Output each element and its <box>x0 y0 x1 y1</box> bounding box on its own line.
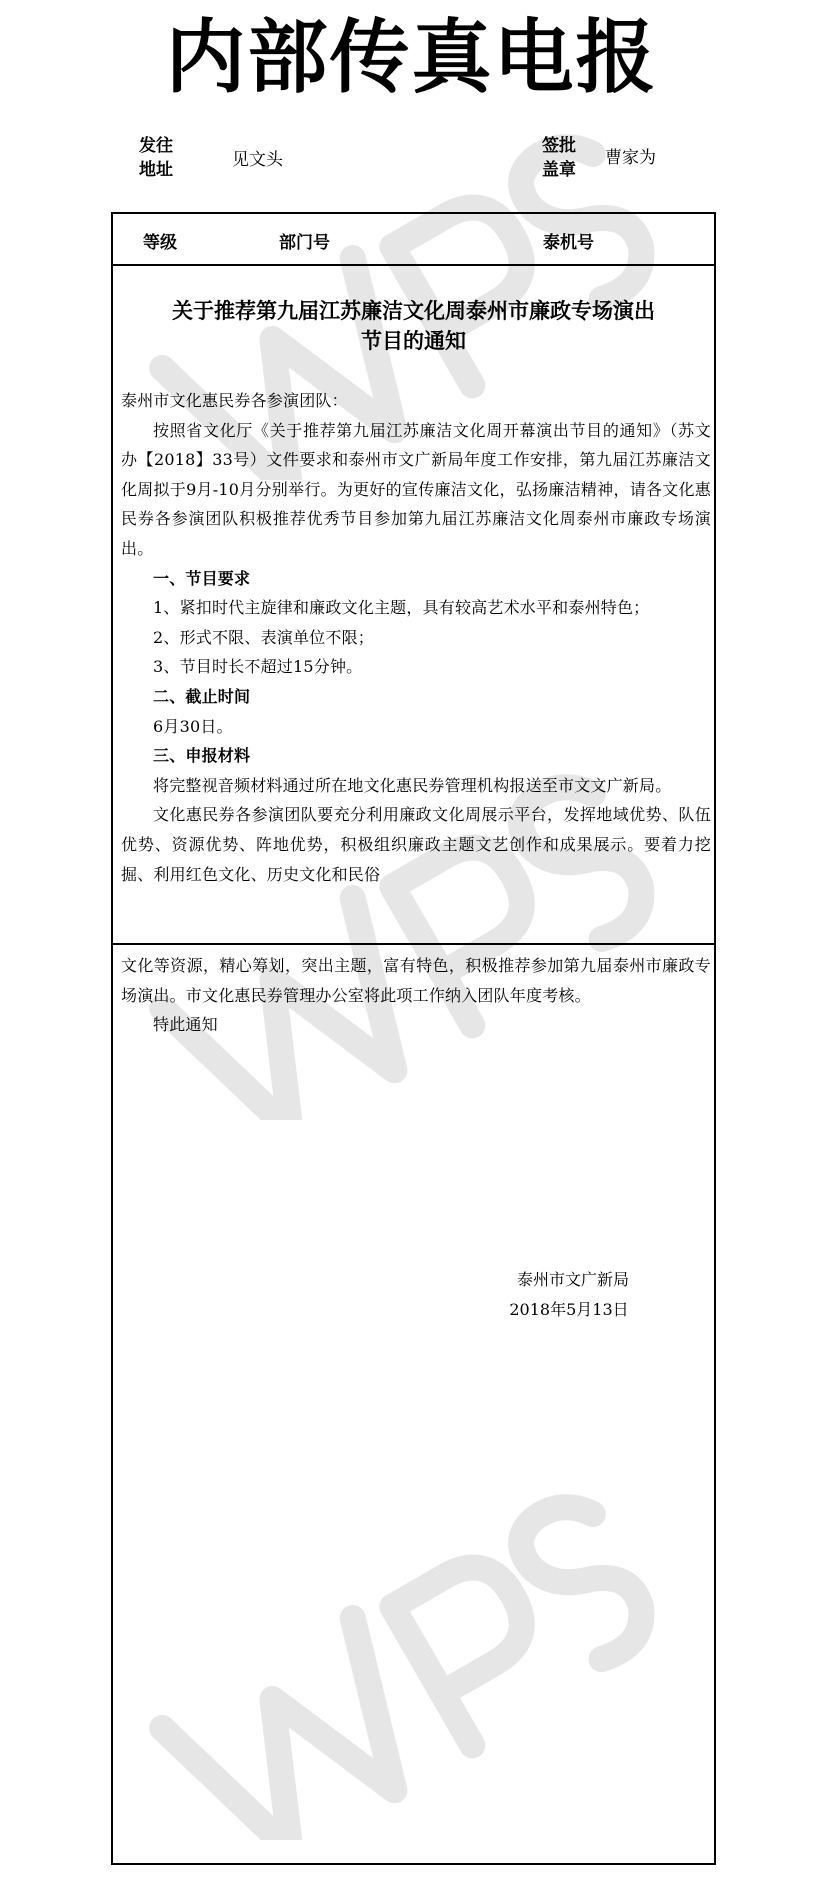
document-title <box>113 296 714 356</box>
intro-paragraph: 按照省文化厅《关于推荐第九届江苏廉洁文化周开幕演出节目的通知》（苏文办【2018】33号）文件要求和泰州市文广新局年度工作安排，第九届江苏廉洁文化周拟于9月-10月分别举行。为更好的宣传廉洁文化，弘扬廉洁精神，请各文化惠民券各参演团队积极推荐优秀节目参加第九届江苏廉洁文化周泰州市廉政专场演出。 <box>121 420 711 558</box>
tai-no-label: 泰机号 <box>543 233 594 253</box>
closing-paragraph-part2: 文化等资源，精心筹划，突出主题，富有特色，积极推荐参加第九届泰州市廉政专场演出。市文化惠民券管理办公室将此项工作纳入团队年度考核。 <box>121 956 711 1005</box>
section3-text: 将完整视音频材料通过所在地文化惠民券管理机构报送至市文文广新局。 <box>153 775 672 795</box>
section1-item-3: 3、节目时长不超过15分钟。 <box>153 657 363 677</box>
closing-remark: 特此通知 <box>153 1015 218 1035</box>
title-line-1: 关于推荐第九届江苏廉洁文化周泰州市廉政专场演出 <box>172 299 655 323</box>
approve-label: 签批盖章 <box>542 136 576 180</box>
salutation: 泰州市文化惠民券各参演团队： <box>121 391 348 410</box>
section2-text: 6月30日。 <box>153 716 233 736</box>
section-heading-3: 三、申报材料 <box>153 746 251 766</box>
section-heading-1: 一、节目要求 <box>153 568 251 588</box>
section1-item-2: 2、形式不限、表演单位不限； <box>153 627 374 647</box>
section1-item-1: 1、紧扣时代主旋律和廉政文化主题，具有较高艺术水平和泰州特色； <box>153 598 650 618</box>
page-title: 内部传真电报 <box>165 11 658 104</box>
document-box-top <box>111 212 716 945</box>
meta-row <box>113 214 714 266</box>
signature-org: 泰州市文广新局 <box>516 1270 629 1289</box>
dept-no-label: 部门号 <box>279 233 330 253</box>
document-box-bottom <box>111 943 716 1865</box>
send-to-value: 见文头 <box>232 150 283 170</box>
send-to-label: 发往地址 <box>139 136 173 180</box>
title-line-2: 节目的通知 <box>361 329 466 353</box>
level-label: 等级 <box>143 233 177 253</box>
approve-value: 曹家为 <box>605 148 656 168</box>
signature-date: 2018年5月13日 <box>509 1300 629 1319</box>
document-body <box>121 386 711 889</box>
section-heading-2: 二、截止时间 <box>153 686 251 706</box>
closing-paragraph-part1: 文化惠民券各参演团队要充分利用廉政文化周展示平台，发挥地域优势、队伍优势、资源优势、阵地优势，积极组织廉政主题文艺创作和成果展示。要着力挖掘、利用红色文化、历史文化和民俗 <box>121 805 711 884</box>
document-body-continued <box>121 951 711 1040</box>
